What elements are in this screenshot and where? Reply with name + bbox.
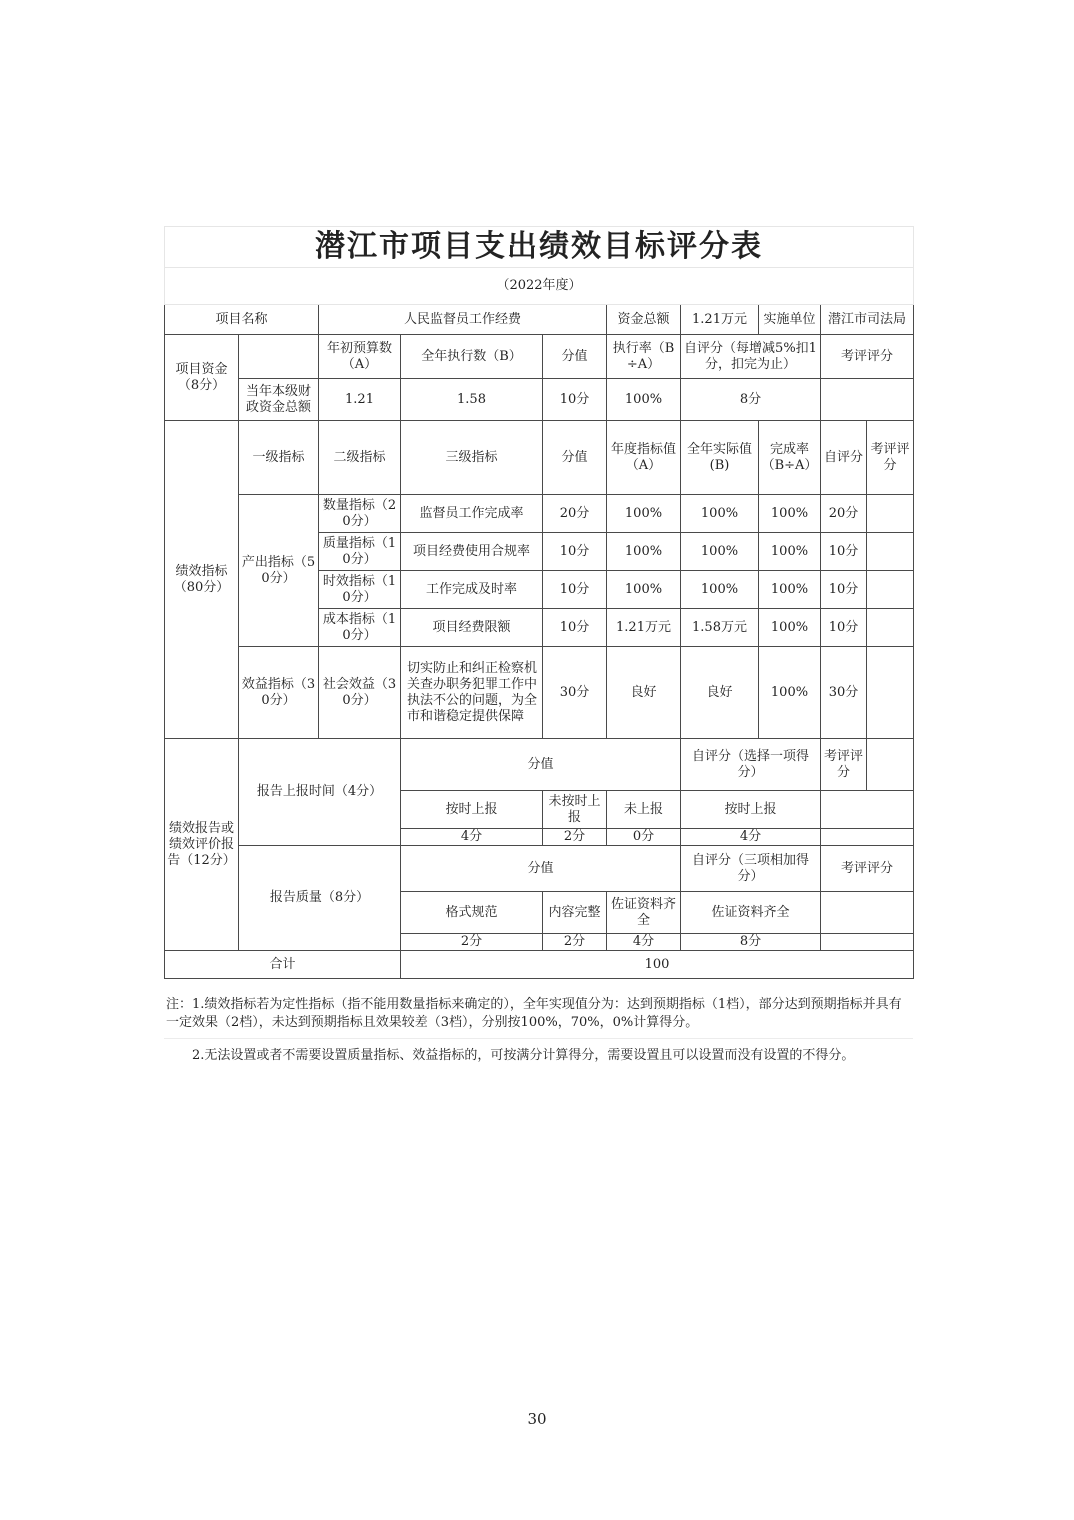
unit-value: 潜江市司法局 — [821, 305, 914, 335]
perf-score: 10分 — [543, 571, 607, 609]
report-time-option: 未上报 — [607, 791, 681, 829]
report-quality-label: 报告质量（8分） — [239, 846, 401, 951]
perf-l2: 成本指标（10分） — [319, 609, 401, 647]
report-quality-self-label: 自评分（三项相加得分） — [681, 846, 821, 892]
col-review-score: 考评评分 — [821, 335, 914, 379]
year-subtitle: （2022年度） — [165, 268, 914, 305]
perf-l3: 工作完成及时率 — [401, 571, 543, 609]
perf-self: 10分 — [821, 609, 867, 647]
report-quality-option: 佐证资料齐全 — [607, 892, 681, 934]
report-time-self-points: 4分 — [681, 829, 821, 846]
notes — [164, 996, 913, 1065]
perf-header: 三级指标 — [401, 421, 543, 495]
perf-rate: 100% — [759, 495, 821, 533]
perf-header: 分值 — [543, 421, 607, 495]
report-section-label: 绩效报告或绩效评价报告（12分） — [165, 739, 239, 951]
score-table — [164, 226, 914, 979]
report-quality-review-label: 考评评分 — [821, 846, 914, 892]
report-quality-self-points: 8分 — [681, 934, 821, 951]
report-time-points: 2分 — [543, 829, 607, 846]
col-score: 分值 — [543, 335, 607, 379]
perf-self: 30分 — [821, 647, 867, 739]
perf-target: 100% — [607, 571, 681, 609]
perf-actual: 良好 — [681, 647, 759, 739]
report-quality-points: 2分 — [401, 934, 543, 951]
perf-header: 全年实际值(B) — [681, 421, 759, 495]
funds-exec: 1.58 — [401, 379, 543, 421]
perf-actual: 100% — [681, 495, 759, 533]
perf-review — [867, 609, 914, 647]
note-1: 注：1.绩效指标若为定性指标（指不能用数量指标来确定的），全年实现值分为：达到预期指标（1档），部分达到预期指标并具有一定效果（2档），未达到预期指标且效果较差（3档），分别按100%，70%，0%计算得分。 — [164, 996, 913, 1039]
perf-rate: 100% — [759, 609, 821, 647]
report-quality-self-value: 佐证资料齐全 — [681, 892, 821, 934]
total-label: 合计 — [165, 951, 401, 979]
effect-indicator-label: 效益指标（30分） — [239, 647, 319, 739]
perf-rate: 100% — [759, 571, 821, 609]
funds-self: 8分 — [681, 379, 821, 421]
perf-rate: 100% — [759, 533, 821, 571]
total-value: 100 — [401, 951, 914, 979]
perf-header: 一级指标 — [239, 421, 319, 495]
perf-review — [867, 533, 914, 571]
report-time-label: 报告上报时间（4分） — [239, 739, 401, 846]
perf-self: 10分 — [821, 533, 867, 571]
project-name-value: 人民监督员工作经费 — [319, 305, 607, 335]
funds-budget: 1.21 — [319, 379, 401, 421]
funds-score: 10分 — [543, 379, 607, 421]
report-quality-option: 格式规范 — [401, 892, 543, 934]
perf-score: 10分 — [543, 609, 607, 647]
page-number: 30 — [527, 1410, 547, 1428]
perf-l2: 质量指标（10分） — [319, 533, 401, 571]
report-time-self-value: 按时上报 — [681, 791, 821, 829]
funds-blank-header — [239, 335, 319, 379]
perf-l3: 切实防止和纠正检察机关查办职务犯罪工作中执法不公的问题，为全市和谐稳定提供保障 — [401, 647, 543, 739]
perf-score: 30分 — [543, 647, 607, 739]
perf-target: 100% — [607, 495, 681, 533]
report-time-review-points — [821, 829, 914, 846]
perf-actual: 100% — [681, 533, 759, 571]
report-time-review-blank — [867, 739, 914, 791]
perf-section-label: 绩效指标（80分） — [165, 421, 239, 739]
perf-target: 1.21万元 — [607, 609, 681, 647]
funds-section-label: 项目资金（8分） — [165, 335, 239, 421]
project-name-label: 项目名称 — [165, 305, 319, 335]
output-indicator-label: 产出指标（50分） — [239, 495, 319, 647]
col-budget: 年初预算数（A） — [319, 335, 401, 379]
report-time-score-label: 分值 — [401, 739, 681, 791]
report-time-review-value — [821, 791, 914, 829]
perf-self: 10分 — [821, 571, 867, 609]
report-quality-review-value — [821, 892, 914, 934]
perf-header: 年度指标值（A） — [607, 421, 681, 495]
report-time-points: 4分 — [401, 829, 543, 846]
col-rate: 执行率（B÷A） — [607, 335, 681, 379]
perf-actual: 1.58万元 — [681, 609, 759, 647]
perf-target: 100% — [607, 533, 681, 571]
funds-rate: 100% — [607, 379, 681, 421]
page-title: 潜江市项目支出绩效目标评分表 — [165, 227, 914, 268]
report-quality-review-points — [821, 934, 914, 951]
col-exec: 全年执行数（B） — [401, 335, 543, 379]
perf-header: 考评评分 — [867, 421, 914, 495]
report-quality-option: 内容完整 — [543, 892, 607, 934]
funds-row-label: 当年本级财政资金总额 — [239, 379, 319, 421]
perf-review — [867, 647, 914, 739]
perf-score: 20分 — [543, 495, 607, 533]
report-quality-points: 2分 — [543, 934, 607, 951]
report-time-points: 0分 — [607, 829, 681, 846]
perf-l3: 项目经费使用合规率 — [401, 533, 543, 571]
perf-header: 完成率（B÷A） — [759, 421, 821, 495]
perf-l2: 社会效益（30分） — [319, 647, 401, 739]
perf-target: 良好 — [607, 647, 681, 739]
perf-l3: 项目经费限额 — [401, 609, 543, 647]
note-2: 2.无法设置或者不需要设置质量指标、效益指标的，可按满分计算得分，需要设置且可以设置而没有设置的不得分。 — [192, 1048, 855, 1063]
perf-header: 自评分 — [821, 421, 867, 495]
perf-rate: 100% — [759, 647, 821, 739]
perf-l2: 时效指标（10分） — [319, 571, 401, 609]
perf-review — [867, 571, 914, 609]
report-time-review-label: 考评评分 — [821, 739, 867, 791]
perf-header: 二级指标 — [319, 421, 401, 495]
fund-total-label: 资金总额 — [607, 305, 681, 335]
col-self-score: 自评分（每增减5%扣1分，扣完为止） — [681, 335, 821, 379]
perf-actual: 100% — [681, 571, 759, 609]
perf-l3: 监督员工作完成率 — [401, 495, 543, 533]
fund-total-value: 1.21万元 — [681, 305, 759, 335]
report-time-option: 未按时上报 — [543, 791, 607, 829]
funds-review — [821, 379, 914, 421]
report-time-option: 按时上报 — [401, 791, 543, 829]
perf-self: 20分 — [821, 495, 867, 533]
perf-review — [867, 495, 914, 533]
report-quality-points: 4分 — [607, 934, 681, 951]
perf-l2: 数量指标（20分） — [319, 495, 401, 533]
unit-label: 实施单位 — [759, 305, 821, 335]
score-sheet — [164, 226, 913, 979]
report-quality-score-label: 分值 — [401, 846, 681, 892]
report-time-self-label: 自评分（选择一项得分） — [681, 739, 821, 791]
perf-score: 10分 — [543, 533, 607, 571]
